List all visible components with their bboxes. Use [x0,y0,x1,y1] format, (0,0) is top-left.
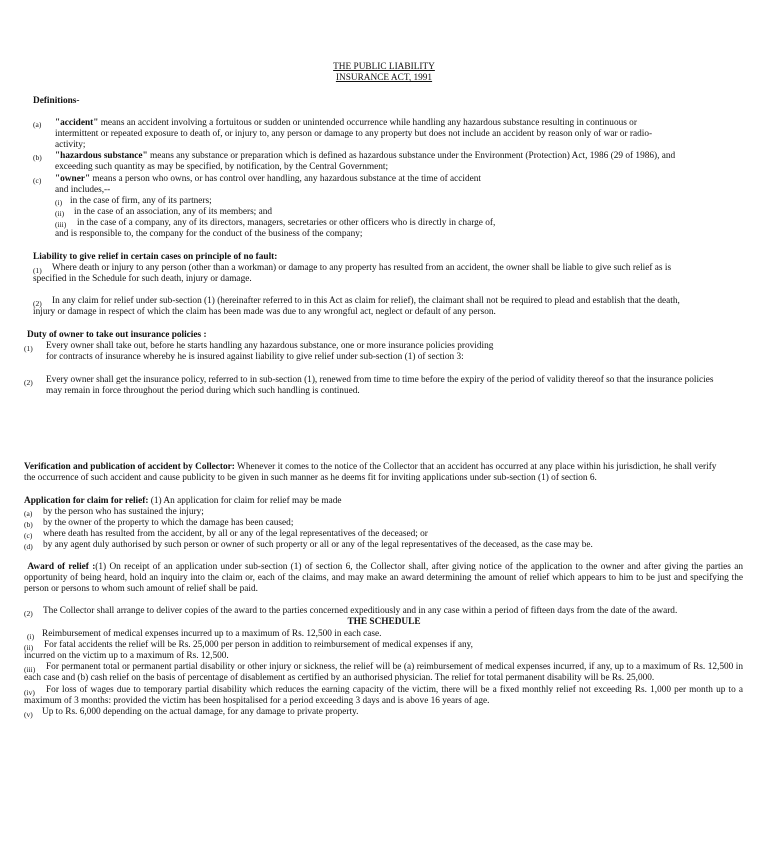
award-line1: (1) On receipt of an application under sub-section (1) of section 6, the Collector shall, after giving notice of the application to the owner and after giving the parties [95,562,731,572]
definition-accident [55,118,637,129]
definition-hazardous-line2: exceeding such quantity as may be specified, by notification, by the Central Government; [55,162,389,172]
owner-company: in the case of a company, any of its directors, managers, secretaries or other officers who is directly in charge of, [77,218,496,228]
liability-p1-line1: Where death or injury to any person (other than a workman) or damage to any property has resulted from an accident, the owner shall be liable to give such relief as is [52,263,672,273]
definition-hazardous-substance [55,151,675,162]
liability-label-1: (1) [33,266,42,275]
verification-heading: Verification and publication of accident by Collector: [24,462,235,472]
document-title-line2: INSURANCE ACT, 1991 [335,73,433,83]
definition-accident-line1: means an accident involving a fortuitous or sudden or unintended occurrence while handling any hazardous substance resulting in continuous or [98,118,637,128]
schedule-item-i: Reimbursement of medical expenses incurred up to a maximum of Rs. 12,500 in each case. [42,629,382,639]
liability-p1-line2: specified in the Schedule for such death, injury or damage. [33,274,252,284]
application-intro-text: (1) An application for claim for relief may be made [148,496,342,506]
clause-label-a: (a) [33,120,42,129]
clause-label-b: (b) [33,153,42,162]
document-title-line1: THE PUBLIC LIABILITY [333,62,435,72]
schedule-item-iii-line1: For permanent total or permanent partial disability or other injury or sickness, the relief will be (a) reimbursement of medical expenses incurred, if any, up to a maximum of Rs. [46,662,706,672]
award-p2: The Collector shall arrange to deliver copies of the award to the parties concerned expeditiously and in any case within a period of fifteen days from the date of the award. [43,606,678,616]
application-item-d: by any agent duly authorised by such person or owner of such property or all or any of the legal representatives of the deceased, as the case may be. [43,540,593,550]
schedule-item-iv [24,685,743,707]
application-label-a: (a) [24,509,33,518]
term-hazardous-substance: "hazardous substance" [55,151,148,161]
application-label-d: (d) [24,542,33,551]
duty-label-1: (1) [24,344,33,353]
definition-owner-line3: and is responsible to, the company for the conduct of the business of the company; [55,229,363,239]
term-accident: "accident" [55,118,99,128]
application-heading: Application for claim for relief: [24,496,149,506]
owner-association: in the case of an association, any of its members; and [74,207,273,217]
schedule-heading: THE SCHEDULE [347,617,421,627]
verification-line1: Whenever it comes to the notice of the Collector that an accident has occurred at any place within his jurisdiction, he shall verify [234,462,717,472]
verification-paragraph [24,462,716,473]
liability-p2-line1: In any claim for relief under sub-section (1) (hereinafter referred to in this Act as claim for relief), the claimant shall not be required to plead and establish that the death, [52,296,680,306]
application-intro [24,496,342,507]
schedule-label-iii: (iii) [24,665,36,674]
liability-heading: Liability to give relief in certain cases on principle of no fault: [33,252,278,262]
schedule-item-ii-line1: For fatal accidents the relief will be Rs. 25,000 per person in addition to reimbursement of medical expenses if any, [44,640,473,650]
award-paragraph [24,562,743,596]
schedule-item-iv-line2: maximum of 3 months: provided the victim has been hospitalised for a period exceeding 3 days and is above 16 years of age. [24,696,490,707]
schedule-item-iii [24,662,743,684]
application-item-a: by the person who has sustained the injury; [43,507,204,517]
award-label-2: (2) [24,609,33,618]
clause-label-c: (c) [33,176,42,185]
schedule-label-ii: (ii) [24,643,34,652]
definition-owner-line2: and includes,-- [55,185,111,195]
application-label-b: (b) [24,520,33,529]
schedule-item-iv-line1: For loss of wages due to temporary partial disability which reduces the earning capacity of the victim, there will be a fixed monthly relief not exceeding Rs. 1,000 per month up to a [46,685,743,695]
subclause-label-ii: (ii) [55,209,65,218]
award-line2: an opportunity of being heard, hold an inquiry into the claim or, each of the claims, and may make an award determining the amount of relief which appears to him to be just and [24,562,744,584]
verification-line2: the occurrence of such accident and cause publicity to be given in such manner as he deems fit for inviting applications under sub-section (1) of section 6. [24,473,597,483]
duty-p1-line2: for contracts of insurance whereby he is insured against liability to give relief under sub-section (1) of section 3: [46,352,464,362]
owner-firm: in the case of firm, any of its partners; [70,196,212,206]
subclause-label-i: (i) [55,198,63,207]
duty-p2-line2: may remain in force throughout the period during which such handling is continued. [46,386,360,396]
duty-p2-line1: Every owner shall get the insurance policy, referred to in sub-section (1), renewed from time to time before the expiry of the period of validity thereof so that the insurance policies [46,375,714,385]
application-item-c: where death has resulted from the accident, by all or any of the legal representatives of the deceased; or [43,529,428,539]
schedule-item-iii-line2: 12,500 in each case and (b) cash relief on the basis of percentage of disablement as certified by an authorised physician. The relief for total permanent disability will be Rs. 25,000. [24,662,744,684]
duty-p1-line1: Every owner shall take out, before he starts handling any hazardous substance, one or more insurance policies providing [46,341,494,351]
schedule-label-v: (v) [24,710,33,719]
subclause-label-iii: (iii) [55,220,67,229]
schedule-item-ii-line2: incurred on the victim up to a maximum of Rs. 12,500. [24,651,229,661]
definition-owner-line1: means a person who owns, or has control over handling, any hazardous substance at the time of accident [90,174,481,184]
definition-accident-line2: intermittent or repeated exposure to death of, or injury to, any person or damage to any property but does not include an accident by reason only of war or radio- [55,129,653,139]
term-owner: "owner" [55,174,91,184]
award-heading: Award of relief : [27,562,96,572]
definition-hazardous-line1: means any substance or preparation which is defined as hazardous substance under the Environment (Protection) Act, 1986 (29 of 1986), and [147,151,676,161]
liability-label-2: (2) [33,299,42,308]
schedule-item-v: Up to Rs. 6,000 depending on the actual damage, for any damage to private property. [42,707,359,717]
award-line3: specifying the person or persons to whom such amount of relief shall be paid. [24,573,743,595]
duty-label-2: (2) [24,378,33,387]
liability-p2-line2: injury or damage in respect of which the claim has been made was due to any wrongful act, neglect or default of any person. [33,307,496,317]
definition-owner [55,174,481,185]
duty-heading: Duty of owner to take out insurance policies : [27,330,207,340]
schedule-label-i: (i) [27,632,35,641]
application-item-b: by the owner of the property to which the damage has been caused; [43,518,294,528]
application-label-c: (c) [24,531,33,540]
definitions-heading: Definitions- [33,96,80,106]
schedule-label-iv: (iv) [24,688,35,697]
definition-accident-line3: activity; [55,140,86,150]
